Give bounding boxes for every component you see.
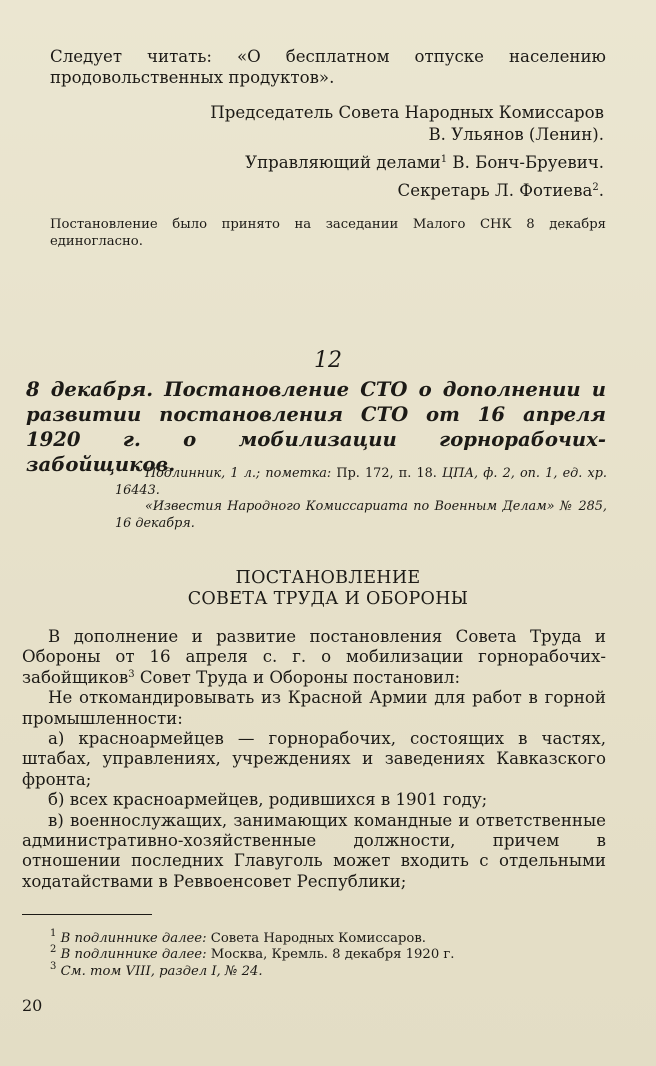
- correction-note: Следует читать: «О бесплатном отпуске населению продовольственных продуктов».: [50, 47, 606, 88]
- signature-block: [200, 102, 604, 202]
- source-publication: «Известия Народного Комиссариата по Военным Делам» № 285, 16 декабря.: [115, 499, 607, 531]
- footnote-1: $^1$ В подлиннике далее: Совета Народных Комиссаров.: [50, 928, 426, 946]
- decree-heading: [0, 568, 656, 610]
- footnote-3: $^3$ См. том VIII, раздел I, № 24.: [50, 960, 263, 979]
- item-c: в) военнослужащих, занимающих командные и ответственные административно-хозяйственные должности, причем в отношении последних Главуголь может входить с отдельными ходатайствами в Реввоенсовет Республики;: [22, 810, 606, 891]
- item-a: а) красноармейцев — горнорабочих, состоящих в частях, штабах, управлениях, учреждениях и заведениях Кавказского фронта;: [22, 729, 606, 789]
- source-references: [115, 466, 607, 532]
- footnotes: [50, 928, 606, 980]
- footnote-2: $^2$ В подлиннике далее: Москва, Кремль. 8 декабря 1920 г.: [50, 944, 455, 963]
- footnote-divider: [22, 914, 152, 915]
- adoption-note: Постановление было принято на заседании Малого СНК 8 декабря единогласно.: [50, 217, 606, 249]
- decree-body: [22, 627, 606, 892]
- intro-paragraph: В дополнение и развитие постановления Совета Труда и Обороны от 16 апреля с. г. о мобилизации горнорабочих-забойщиков$^3$ Совет Труда и Обороны постановил:: [22, 627, 606, 687]
- signature-manager: Управляющий делами$^1$ В. Бонч-Бруевич.: [245, 153, 604, 172]
- lead-paragraph: Не откомандировывать из Красной Армии для работ в горной промышленности:: [22, 688, 606, 728]
- source-archive: Подлинник, 1 л.; пометка: Пр. 172, п. 18. ЦПА, ф. 2, оп. 1, ед. хр. 16443.: [115, 466, 607, 498]
- signature-chairman-title: Председатель Совета Народных Комиссаров: [210, 103, 604, 122]
- page-number: 20: [22, 996, 43, 1015]
- document-number: 12: [314, 348, 342, 373]
- decree-heading-line1: ПОСТАНОВЛЕНИЕ: [235, 568, 421, 588]
- document-title: 8 декабря. Постановление СТО о дополнении и развитии постановления СТО от 16 апреля 1920 г. о мобилизации горнорабочих-забойщиков.: [26, 378, 606, 476]
- signature-chairman-name: В. Ульянов (Ленин).: [428, 125, 604, 144]
- item-b: б) всех красноармейцев, родившихся в 1901 году;: [48, 790, 488, 810]
- decree-heading-line2: СОВЕТА ТРУДА И ОБОРОНЫ: [187, 589, 469, 609]
- signature-secretary: Секретарь Л. Фотиева$^2$.: [397, 181, 604, 200]
